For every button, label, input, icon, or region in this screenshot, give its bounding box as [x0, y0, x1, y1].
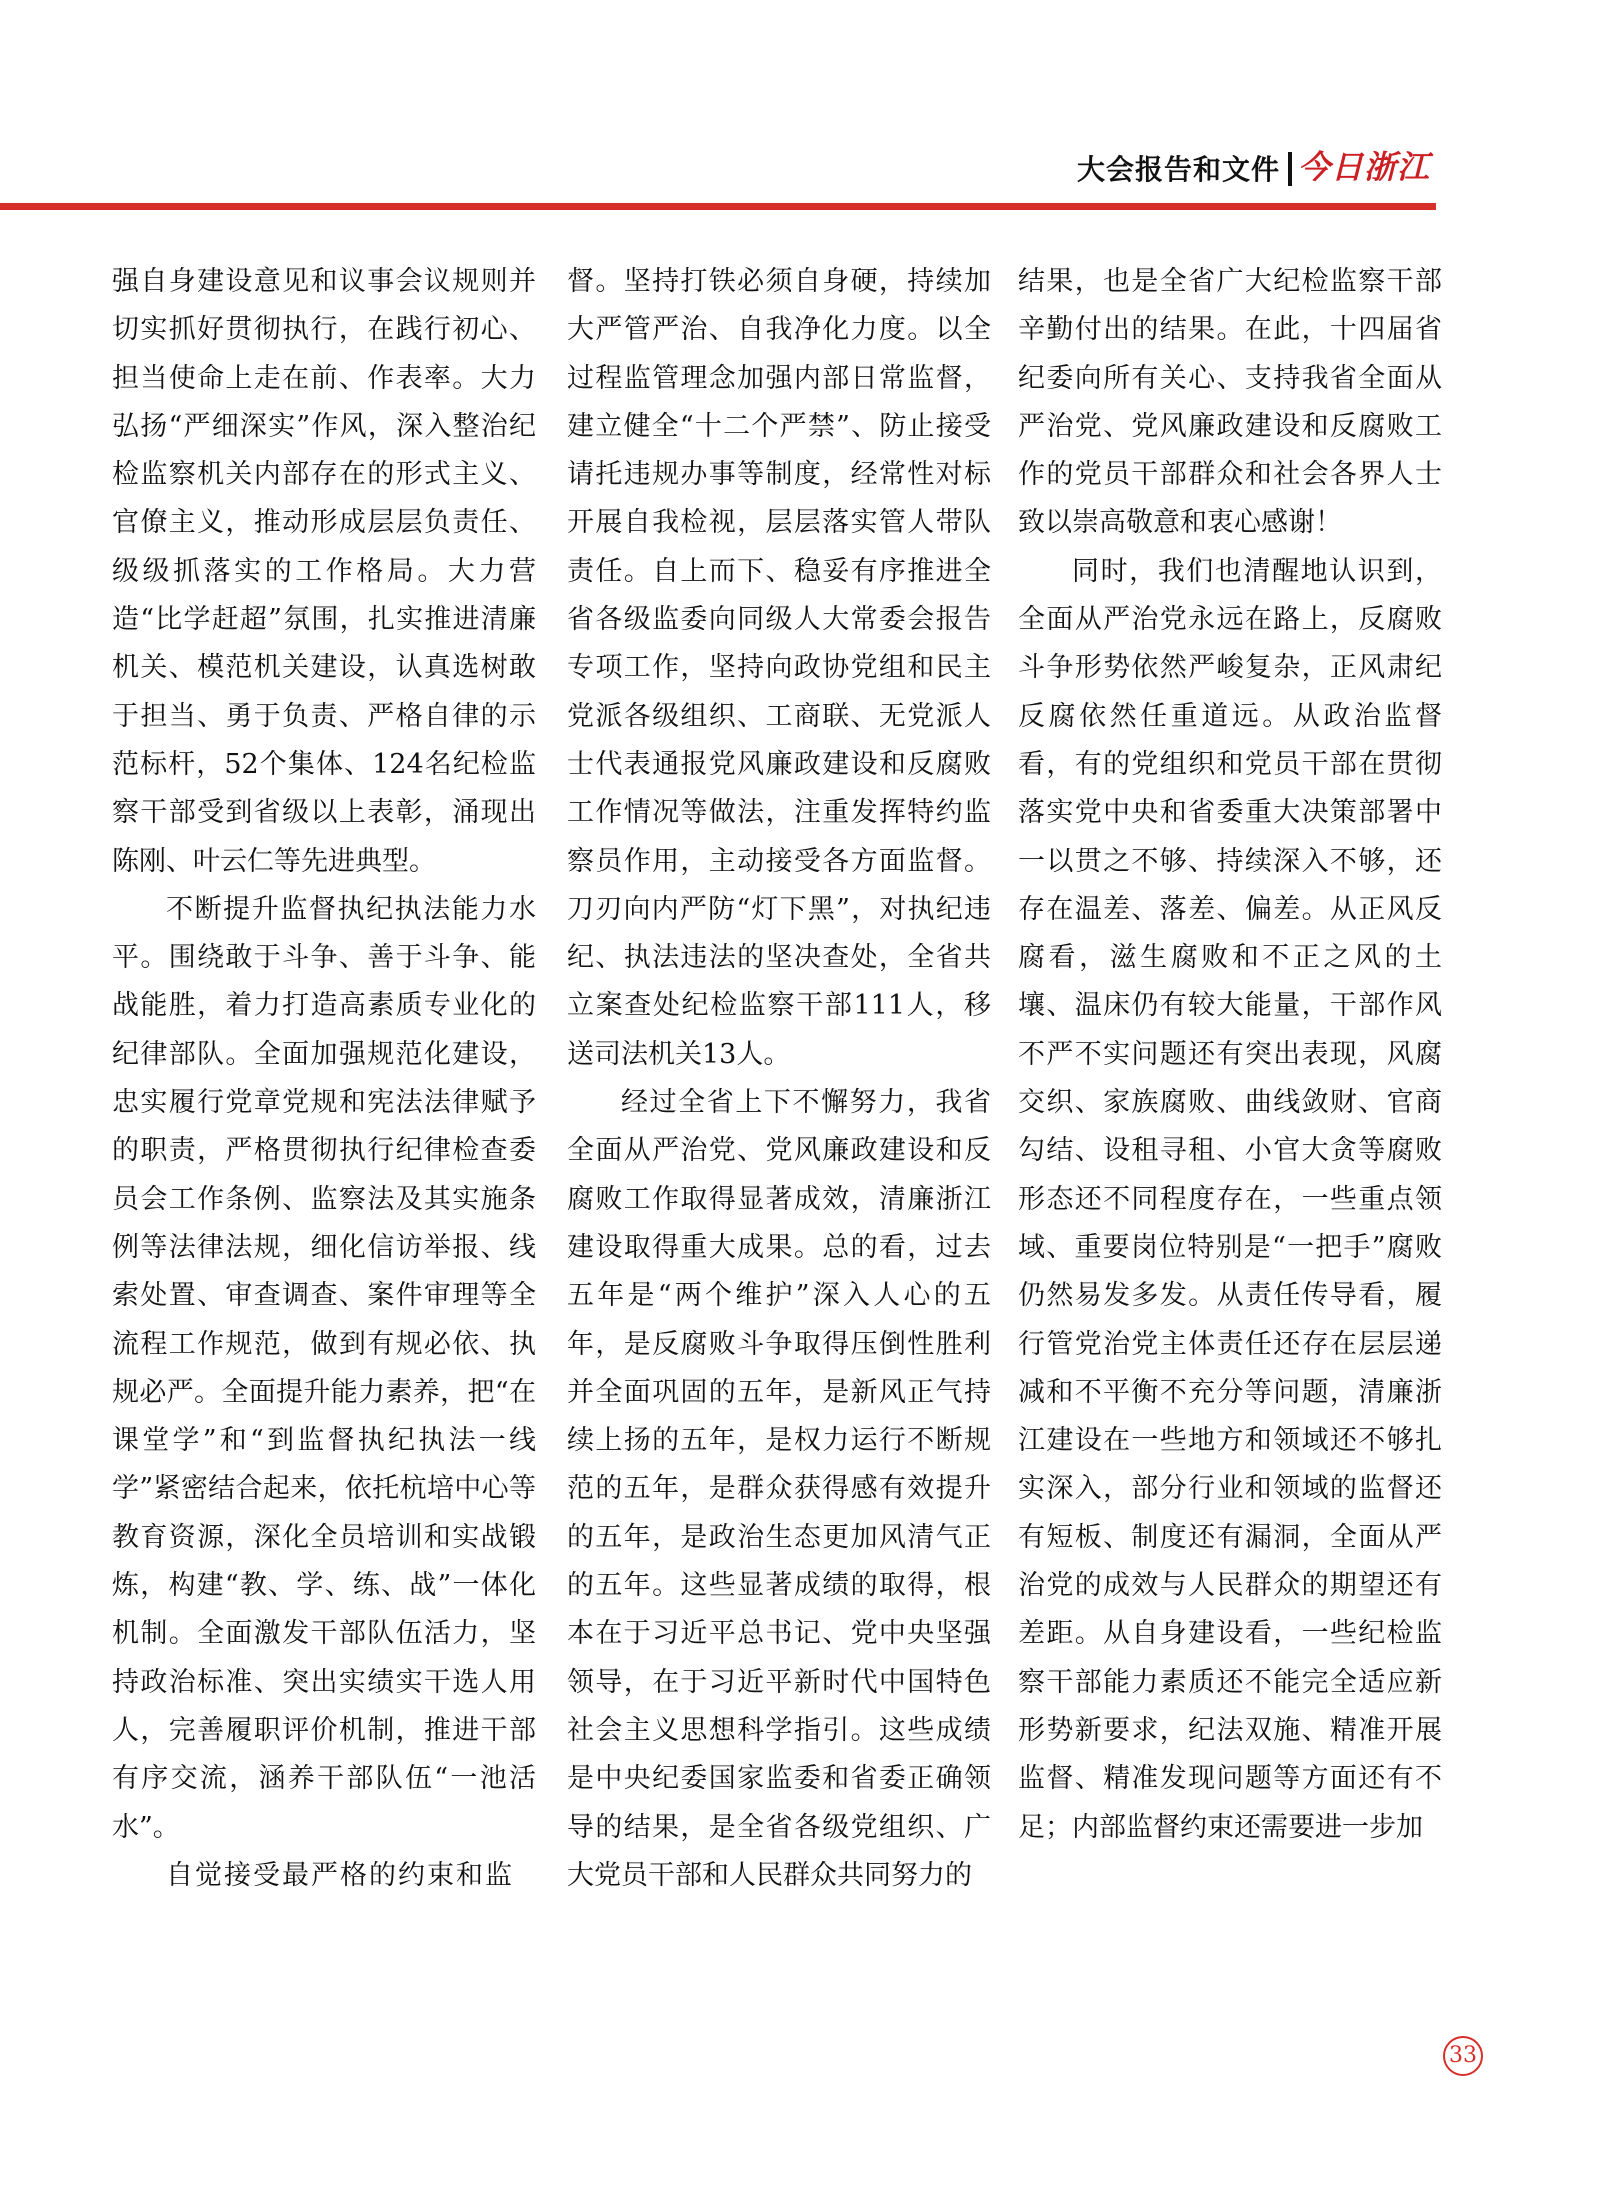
header-separator — [1288, 152, 1292, 186]
magazine-logo: 今日浙江 — [1298, 148, 1431, 186]
text-column-2 — [567, 258, 991, 1900]
paragraph — [112, 886, 536, 1852]
page-header — [0, 140, 1436, 196]
paragraph: 结果，也是全省广大纪检监察干部辛勤付出的结果。在此，十四届省纪委向所有关心、支持我省全面从严治党、党风廉政建设和反腐败工作的党员干部群众和社会各界人士致以崇高敬意和衷心感谢！ — [1018, 266, 1442, 539]
paragraph: 同时，我们也清醒地认识到，全面从严治党永远在路上，反腐败斗争形势依然严峻复杂，正风肃纪反腐依然任重道远。从政治监督看，有的党组织和党员干部在贯彻落实党中央和省委重大决策部署中一以贯之不够、持续深入不够，还存在温差、落差、偏差。从正风反腐看，滋生腐败和不正之风的土壤、温床仍有较大能量，干部作风不严不实问题还有突出表现，风腐交织、家族腐败、曲线敛财、官商勾结、设租寻租、小官大贪等腐败形态还不同程度存在，一些重点领域、重要岗位特别是“一把手”腐败仍然易发多发。从责任传导看，履行管党治党主体责任还存在层层递减和不平衡不充分等问题，清廉浙江建设在一些地方和领域还不够扎实深入，部分行业和领域的监督还有短板、制度还有漏洞，全面从严治党的成效与人民群众的期望还有差距。从自身建设看，一些纪检监察干部能力素质还不能完全适应新形势新要求，纪法双施、精准开展监督、精准发现问题等方面还有不足；内部监督约束还需要进一步加 — [1018, 555, 1442, 1843]
page-number: 33 — [1443, 2036, 1483, 2076]
paragraph-heading: 不断提升监督执纪执法能力水平。 — [112, 893, 536, 974]
text-column-1 — [112, 258, 536, 1900]
paragraph-heading: 自觉接受最严格的约束和监 — [166, 1859, 514, 1891]
paragraph: 督。坚持打铁必须自身硬，持续加大严管严治、自我净化力度。以全过程监管理念加强内部日常监督，建立健全“十二个严禁”、防止接受请托违规办事等制度，经常性对标开展自我检视，层层落实管人带队责任。自上而下、稳妥有序推进全省各级监委向同级人大常委会报告专项工作，坚持向政协党组和民主党派各级组织、工商联、无党派人士代表通报党风廉政建设和反腐败工作情况等做法，注重发挥特约监察员作用，主动接受各方面监督。刀刃向内严防“灯下黑”，对执纪违纪、执法违法的坚决查处，全省共立案查处纪检监察干部111人，移送司法机关13人。 — [567, 266, 991, 1070]
header-rule — [0, 203, 1436, 210]
paragraph-body: 围绕敢于斗争、善于斗争、能战能胜，着力打造高素质专业化的纪律部队。全面加强规范化建设，忠实履行党章党规和宪法法律赋予的职责，严格贯彻执行纪律检查委员会工作条例、监察法及其实施条例等法律法规，细化信访举报、线索处置、审查调查、案件审理等全流程工作规范，做到有规必依、执规必严。全面提升能力素养，把“在课堂学”和“到监督执纪执法一线学”紧密结合起来，依托杭培中心等教育资源，深化全员培训和实战锻炼，构建“教、学、练、战”一体化机制。全面激发干部队伍活力，坚持政治标准、突出实绩实干选人用人，完善履职评价机制，推进干部有序交流，涵养干部队伍“一池活水”。 — [112, 942, 537, 1843]
section-title: 大会报告和文件 — [1076, 153, 1280, 186]
paragraph: 强自身建设意见和议事会议规则并切实抓好贯彻执行，在践行初心、担当使命上走在前、作表率。大力弘扬“严细深实”作风，深入整治纪检监察机关内部存在的形式主义、官僚主义，推动形成层层负责任、级级抓落实的工作格局。大力营造“比学赶超”氛围，扎实推进清廉机关、模范机关建设，认真选树敢于担当、勇于负责、严格自律的示范标杆，52个集体、124名纪检监察干部受到省级以上表彰，涌现出陈刚、叶云仁等先进典型。 — [112, 266, 536, 877]
paragraph: 经过全省上下不懈努力，我省全面从严治党、党风廉政建设和反腐败工作取得显著成效，清廉浙江建设取得重大成果。总的看，过去五年是“两个维护”深入人心的五年，是反腐败斗争取得压倒性胜利并全面巩固的五年，是新风正气持续上扬的五年，是权力运行不断规范的五年，是群众获得感有效提升的五年，是政治生态更加风清气正的五年。这些显著成绩的取得，根本在于习近平总书记、党中央坚强领导，在于习近平新时代中国特色社会主义思想科学指引。这些成绩是中央纪委国家监委和省委正确领导的结果，是全省各级党组织、广大党员干部和人民群众共同努力的 — [567, 1087, 991, 1891]
text-column-3 — [1018, 258, 1442, 1852]
